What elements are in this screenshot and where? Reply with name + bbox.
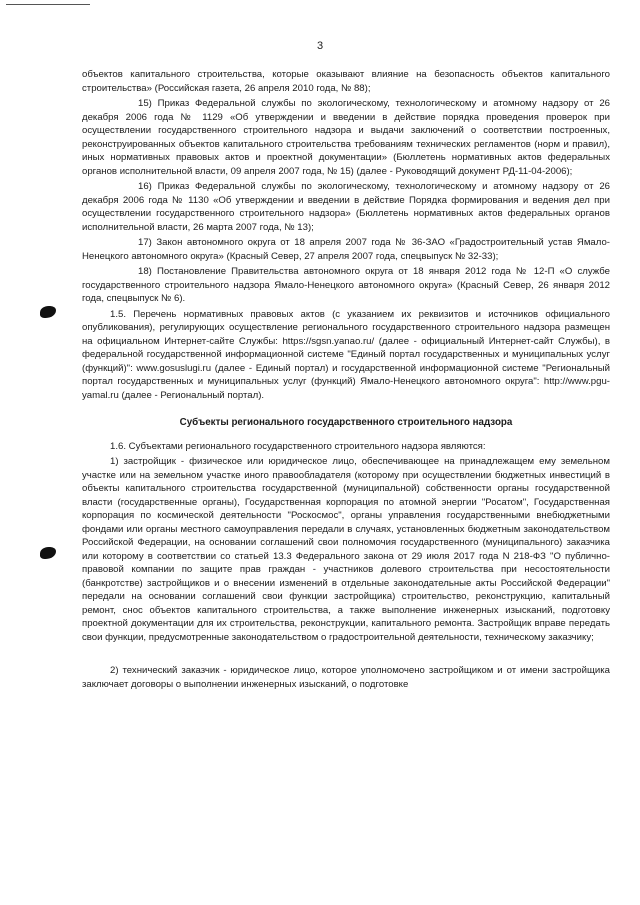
paragraph-group-before [82,68,610,402]
paragraph: 15) Приказ Федеральной службы по экологическому, технологическому и атомному надзору от 26 декабря 2006 года № 1129 «Об утверждении и введении в действие порядка проведения проверок при осуществлении государственного строительного надзора и выдачи заключений о соответствии построенных, реконструированных объектов капитального строительства требованиям технических регламентов (норм и правил), иных нормативных правовых актов и проектной документации» (Бюллетень нормативных актов федеральных органов исполнительной власти, 09 апреля 2007 года, № 15) (далее - Руководящий документ РД-11-04-2006); [82,98,610,177]
document-body [82,68,610,693]
paragraph: 1.6. Субъектами регионального государственного строительного надзора являются: [110,440,486,452]
section-heading: Субъекты регионального государственного строительного надзора [179,417,513,428]
paragraph: объектов капитального строительства, которые оказывают влияние на безопасность объектов капитального строительства» (Российская газета, 26 апреля 2010 года, № 88); [82,69,610,94]
paragraph: 16) Приказ Федеральной службы по экологическому, технологическому и атомному надзору от 26 декабря 2006 года № 1130 «Об утверждении и введении в действие Порядка формирования и ведения дел при осуществлении государственного строительного надзора» (Бюллетень нормативных актов федеральных органов исполнительной власти, 26 марта 2007 года, № 13); [82,181,610,233]
punch-hole-mark [40,547,56,559]
paragraph-group-after [82,440,610,692]
paragraph: 1) застройщик - физическое или юридическое лицо, обеспечивающее на принадлежащем ему земельном участке или на земельном участке иного правообладателя (которому при осуществлении бюджетных инвестиций в объекты капитального строительства государственной (муниципальной) собственности органы государственной власти (государственные органы), Государственная корпорация по атомной энергии "Росатом", Государственная корпорация по космической деятельности "Роскосмос", органы управления государственными внебюджетными фондами или органы местного самоуправления передали в случаях, установленных бюджетным законодательством Российской Федерации, на основании соглашений свои полномочия государственного (муниципального) заказчика или которому в соответствии со статьей 13.3 Федерального закона от 29 июля 2017 года N 218-ФЗ "О публично-правовой компании по защите прав граждан - участников долевого строительства при несостоятельности (банкротстве) застройщиков и о внесении изменений в отдельные законодательные акты Российской Федерации" передали на основании соглашений свои функции застройщика) строительство, реконструкцию, капитальный ремонт, снос объектов капитального строительства, а также выполнение инженерных изысканий, подготовку проектной документации для их строительства, реконструкции, капитального ремонта. Застройщик вправе передать свои функции, предусмотренные законодательством о градостроительной деятельности, техническому заказчику; [82,456,610,643]
page-number: 3 [316,40,324,52]
top-rule [6,4,90,5]
paragraph: 1.5. Перечень нормативных правовых актов (с указанием их реквизитов и источников официального опубликования), регулирующих осуществление регионального государственного строительного надзора размещен на официальном Интернет-сайте Службы: https://sgsn.yanao.ru/ (далее - официальный Интернет-сайт Службы), в федеральной государственной информационной системе "Единый портал государственных и муниципальных услуг (функций)": www.gosuslugi.ru (далее - Единый портал) и государственной информационной системе "Региональный портал государственных и муниципальных услуг (функций) Ямало-Ненецкого автономного округа": http://www.pgu-yamal.ru (далее - Региональный портал). [82,308,610,401]
paragraph: 2) технический заказчик - юридическое лицо, которое уполномочено застройщиком и от имени застройщика заключает договоры о выполнении инженерных изысканий, о подготовке [82,665,610,690]
paragraph: 18) Постановление Правительства автономного округа от 18 января 2012 года № 12-П «О службе государственного строительного надзора Ямало-Ненецкого автономного округа» (Красный Север, 26 января 2012 года, спецвыпуск № 6). [82,266,610,304]
punch-hole-mark [40,306,56,318]
paragraph: 17) Закон автономного округа от 18 апреля 2007 года № 36-ЗАО «Градостроительный устав Ямало-Ненецкого автономного округа» (Красный Север, 27 апреля 2007 года, спецвыпуск № 32-33); [82,237,610,262]
